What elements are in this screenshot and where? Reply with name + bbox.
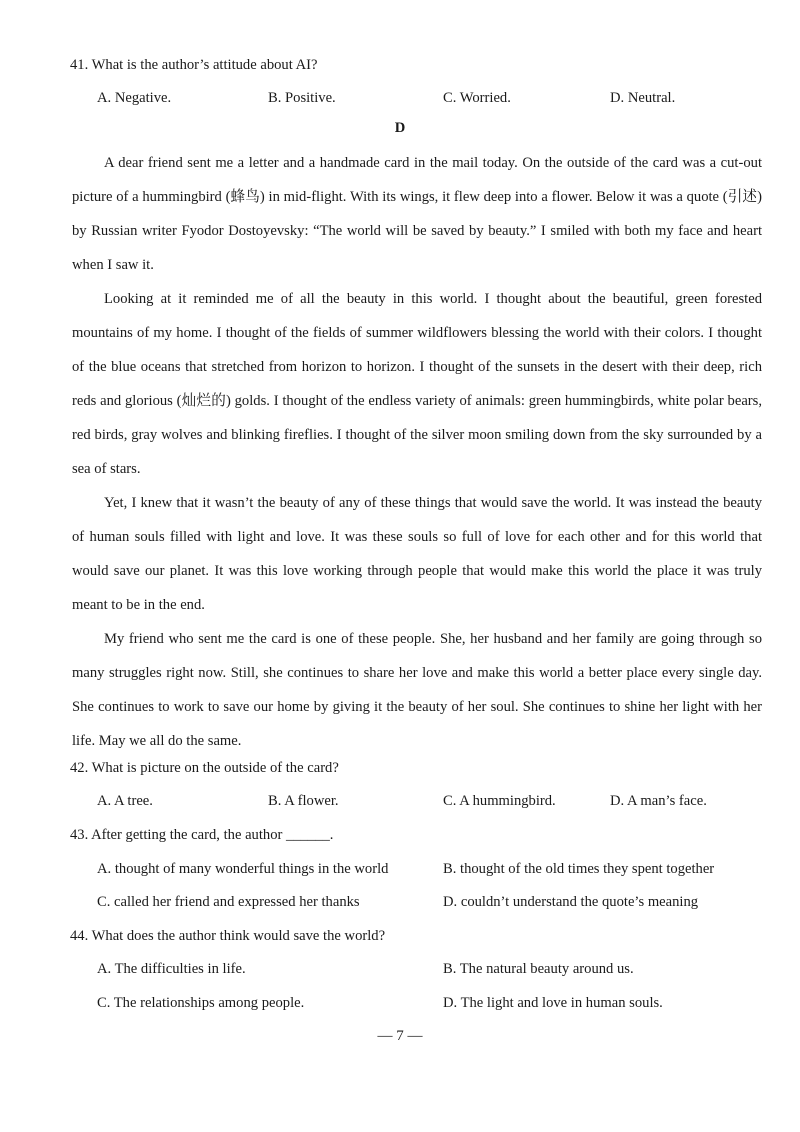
q42-option-a: A. A tree. — [97, 793, 153, 809]
passage — [72, 146, 762, 758]
q43-option-d: D. couldn’t understand the quote’s meaning — [443, 894, 699, 910]
q42-option-d: D. A man’s face. — [610, 793, 707, 809]
passage-paragraph-2: Looking at it reminded me of all the beauty in this world. I thought about the beautiful, green forested mountains of my home. I thought of the fields of summer wildflowers blessing the world with their colors. I thought of the blue oceans that stretched from horizon to horizon. I thought of the sunsets in the desert with their deep, rich reds and glorious (灿烂的) golds. I thought of the endless variety of animals: green hummingbirds, white polar bears, red birds, gray wolves and blinking fireflies. I thought of the silver moon smiling down from the sky surrounded by a sea of stars. — [72, 291, 762, 477]
q44-stem: 44. What does the author think would save the world? — [70, 928, 386, 944]
q44-option-a: A. The difficulties in life. — [97, 961, 246, 977]
q43-option-b: B. thought of the old times they spent together — [443, 861, 715, 877]
q41-option-c: C. Worried. — [443, 90, 511, 106]
q44-option-c: C. The relationships among people. — [97, 995, 305, 1011]
q41-option-a: A. Negative. — [97, 90, 172, 106]
section-heading: D — [394, 120, 406, 136]
q44-option-b: B. The natural beauty around us. — [443, 961, 634, 977]
q43-stem: 43. After getting the card, the author ______. — [70, 827, 334, 843]
q42-option-c: C. A hummingbird. — [443, 793, 556, 809]
q41-option-d: D. Neutral. — [610, 90, 676, 106]
q43-option-c: C. called her friend and expressed her thanks — [97, 894, 360, 910]
passage-paragraph-3: Yet, I knew that it wasn’t the beauty of any of these things that would save the world. It was instead the beauty of human souls filled with light and love. It was these souls so full of love for each other and for this world that would save our planet. It was this love working through people that would make this world the place it was truly meant to be in the end. — [72, 495, 762, 613]
q43-option-a: A. thought of many wonderful things in the world — [97, 861, 389, 877]
passage-paragraph-4: My friend who sent me the card is one of these people. She, her husband and her family are going through so many struggles right now. Still, she continues to share her love and make this world a better place every single day. She continues to work to save our home by giving it the beauty of her soul. She continues to shine her light with her life. May we all do the same. — [72, 631, 762, 749]
passage-paragraph-1: A dear friend sent me a letter and a handmade card in the mail today. On the outside of the card was a cut-out picture of a hummingbird (蜂鸟) in mid-flight. With its wings, it flew deep into a flower. Below it was a quote (引述) by Russian writer Fyodor Dostoyevsky: “The world will be saved by beauty.” I smiled with both my face and heart when I saw it. — [72, 155, 762, 273]
q42-option-b: B. A flower. — [268, 793, 339, 809]
q44-option-d: D. The light and love in human souls. — [443, 995, 663, 1011]
q41-option-b: B. Positive. — [268, 90, 336, 106]
q41-stem: 41. What is the author’s attitude about AI? — [70, 57, 318, 73]
q42-stem: 42. What is picture on the outside of the card? — [70, 760, 339, 776]
page-number: — 7 — — [377, 1028, 423, 1044]
